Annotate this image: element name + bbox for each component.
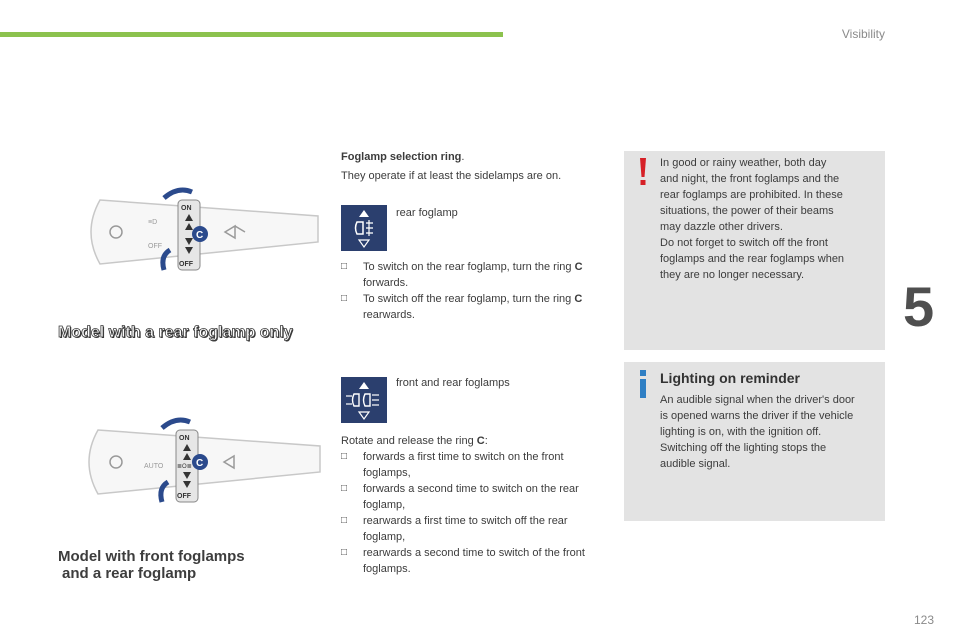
- list-item: □ To switch on the rear foglamp, turn the ring C forwards.: [341, 261, 583, 289]
- list-item: □ rearwards a first time to switch off the rear foglamp,: [341, 515, 568, 543]
- chapter-number: 5: [903, 275, 935, 338]
- bullet-icon: □: [341, 451, 348, 462]
- front-rear-steps: [341, 449, 596, 577]
- list-item: □ To switch off the rear foglamp, turn the ring C rearwards.: [341, 293, 583, 321]
- ring-note: They operate if at least the sidelamps are on.: [341, 170, 562, 182]
- rotate-instruction: Rotate and release the ring C:: [341, 435, 488, 447]
- warning-text: In good or rainy weather, both day and night, the front foglamps and the rear foglamps are prohibited. In these situations, the power of their beams may dazzle other drivers. Do not forget to switch off the front foglamps and the rear foglamps when they are no longer necessary.: [660, 157, 845, 281]
- info-title: Lighting on reminder: [660, 370, 800, 386]
- warning-exclamation-icon: [635, 157, 651, 187]
- ring-heading-bold: Foglamp selection ring: [341, 151, 462, 163]
- section-title: Visibility: [841, 27, 885, 41]
- model-title-line1: Model with front foglamps: [58, 548, 245, 565]
- rear-foglamp-icon: [341, 205, 387, 251]
- model-title-rear-only: Model with a rear foglamp only: [58, 324, 293, 341]
- bullet-icon: □: [341, 483, 348, 494]
- list-item: □ forwards a second time to switch on the rear foglamp,: [341, 483, 579, 511]
- dipped-label: ≡D: [148, 219, 158, 226]
- bullet-icon: □: [341, 293, 348, 304]
- off-ring-label: OFF: [177, 493, 191, 500]
- ring-heading-end: .: [461, 151, 465, 163]
- front-rear-foglamp-caption: front and rear foglamps: [396, 377, 510, 389]
- on-label: ON: [181, 205, 192, 212]
- ring-heading: [341, 149, 464, 165]
- ring-badge-letter: C: [196, 230, 204, 241]
- list-item: □ forwards a first time to switch on the front foglamps,: [341, 451, 564, 479]
- rear-foglamp-caption: rear foglamp: [396, 207, 458, 219]
- ring-badge-letter: C: [196, 458, 204, 469]
- model-title-line2: and a rear foglamp: [62, 565, 197, 582]
- auto-label: AUTO: [144, 463, 164, 470]
- page-number: 123: [913, 613, 934, 627]
- off-ring-label: OFF: [179, 261, 193, 268]
- bullet-icon: □: [341, 547, 348, 558]
- bullet-icon: □: [341, 515, 348, 526]
- list-item: □ rearwards a second time to switch of the front foglamps.: [341, 547, 585, 575]
- info-icon: [635, 369, 651, 399]
- side-label: ≣O≣: [177, 464, 192, 470]
- warning-panel: [624, 151, 885, 350]
- model-title-front-rear: [58, 548, 245, 582]
- bullet-icon: □: [341, 261, 348, 272]
- stalk-illustration-rear-only: [60, 180, 322, 288]
- rear-foglamp-steps: [341, 259, 591, 323]
- off-label: OFF: [148, 243, 162, 250]
- info-panel: [624, 362, 885, 521]
- front-rear-foglamp-icon: [341, 377, 387, 423]
- chapter-color-bar: [0, 32, 503, 37]
- stalk-illustration-front-rear: [62, 410, 324, 518]
- on-label: ON: [179, 435, 190, 442]
- info-text: An audible signal when the driver's door is opened warns the driver if the vehicle lighting is on, with the ignition off. Switching off the lighting stops the audible signal.: [660, 394, 855, 470]
